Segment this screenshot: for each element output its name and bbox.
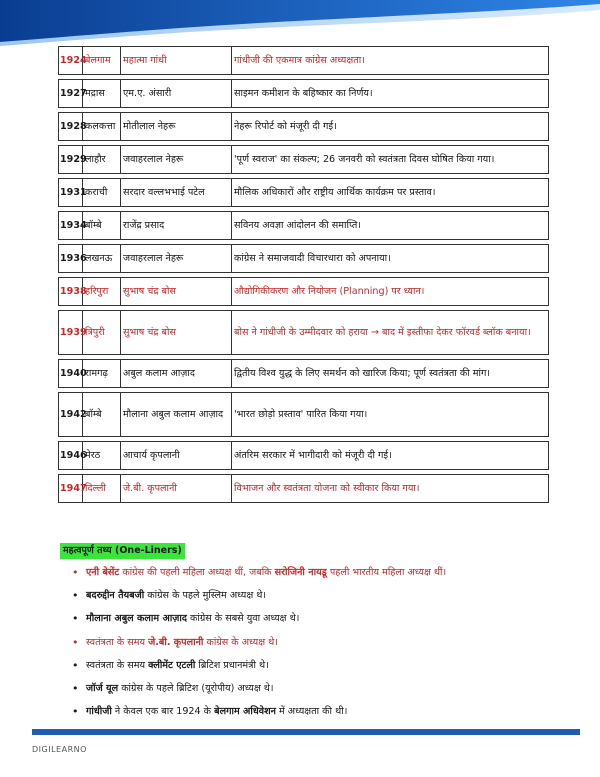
fact-text: ने केवल एक बार 1924 के: [111, 706, 215, 718]
session-place: दिल्ली: [83, 475, 121, 503]
session-event: औद्योगिकीकरण और नियोजन (Planning) पर ध्यान।: [232, 278, 549, 306]
session-row: [59, 393, 549, 437]
fact-item: [72, 636, 572, 650]
session-row: [59, 475, 549, 503]
fact-item: [72, 705, 572, 719]
fact-bold: बदरुद्दीन तैयबजी: [86, 590, 145, 602]
session-row: [59, 80, 549, 108]
fact-text-2: ब्रिटिश प्रधानमंत्री थे।: [195, 659, 269, 671]
session-place: कराची: [83, 179, 121, 207]
session-year: 1924: [59, 47, 83, 75]
wave-decoration: [0, 0, 600, 52]
sessions-table: [58, 46, 549, 503]
session-place: हरिपुरा: [83, 278, 121, 306]
session-row: [59, 212, 549, 240]
fact-text: कांग्रेस के सबसे युवा अध्यक्ष थे।: [186, 613, 300, 625]
session-year: 1939: [59, 311, 83, 355]
session-year: 1938: [59, 278, 83, 306]
session-president: जवाहरलाल नेहरू: [121, 245, 232, 273]
fact-item: [72, 682, 572, 696]
facts-heading-subtitle: (One-Liners): [115, 545, 182, 556]
fact-bold: मौलाना अबुल कलाम आज़ाद: [86, 613, 187, 625]
session-row: [59, 47, 549, 75]
session-row: [59, 442, 549, 470]
fact-bold: एनी बेसेंट: [86, 567, 120, 578]
session-row: [59, 179, 549, 207]
session-event: विभाजन और स्वतंत्रता योजना को स्वीकार किया गया।: [232, 475, 549, 503]
session-row: [59, 311, 549, 355]
session-president: मोतीलाल नेहरू: [121, 113, 232, 141]
session-row: [59, 113, 549, 141]
session-president: महात्मा गांधी: [121, 47, 232, 75]
fact-text: कांग्रेस के पहले ब्रिटिश (यूरोपीय) अध्यक्ष थे।: [118, 682, 274, 694]
footer-bar: [32, 729, 580, 735]
fact-bold: गांधीजी: [86, 706, 112, 718]
fact-text: स्वतंत्रता के समय: [86, 659, 149, 671]
session-place: मेरठ: [83, 442, 121, 470]
session-president: जवाहरलाल नेहरू: [121, 146, 232, 174]
session-year: 1927: [59, 80, 83, 108]
fact-bold: जॉर्ज यूल: [86, 682, 119, 694]
fact-item: [72, 659, 572, 673]
session-event: कांग्रेस ने समाजवादी विचारधारा को अपनाया।: [232, 245, 549, 273]
session-event: सविनय अवज्ञा आंदोलन की समाप्ति।: [232, 212, 549, 240]
session-row: [59, 146, 549, 174]
session-place: मद्रास: [83, 80, 121, 108]
session-place: लखनऊ: [83, 245, 121, 273]
session-event: साइमन कमीशन के बहिष्कार का निर्णय।: [232, 80, 549, 108]
fact-text: स्वतंत्रता के समय: [86, 636, 149, 648]
session-place: लाहौर: [83, 146, 121, 174]
session-event: मौलिक अधिकारों और राष्ट्रीय आर्थिक कार्यक्रम पर प्रस्ताव।: [232, 179, 549, 207]
session-year: 1931: [59, 179, 83, 207]
session-president: सरदार वल्लभभाई पटेल: [121, 179, 232, 207]
session-row: [59, 245, 549, 273]
session-event: नेहरू रिपोर्ट को मंजूरी दी गई।: [232, 113, 549, 141]
fact-item: [72, 589, 572, 603]
fact-bold-2: जे.बी. कृपलानी: [148, 636, 204, 648]
session-president: जे.बी. कृपलानी: [121, 475, 232, 503]
session-year: 1934: [59, 212, 83, 240]
fact-text-2: में अध्यक्षता की थी।: [275, 706, 348, 718]
session-place: बॉम्बे: [83, 212, 121, 240]
session-event: अंतरिम सरकार में भागीदारी को मंजूरी दी गई।: [232, 442, 549, 470]
fact-text-2: कांग्रेस के अध्यक्ष थे।: [203, 636, 278, 648]
session-place: बॉम्बे: [83, 393, 121, 437]
session-year: 1942: [59, 393, 83, 437]
session-row: [59, 278, 549, 306]
session-year: 1947: [59, 475, 83, 503]
session-event: द्वितीय विश्व युद्ध के लिए समर्थन को खारिज किया; पूर्ण स्वतंत्रता की मांग।: [232, 360, 549, 388]
fact-item: [72, 566, 572, 580]
facts-list: [72, 566, 572, 728]
session-president: राजेंद्र प्रसाद: [121, 212, 232, 240]
fact-item: [72, 612, 572, 626]
top-banner: [0, 0, 600, 52]
session-place: कलकत्ता: [83, 113, 121, 141]
session-year: 1928: [59, 113, 83, 141]
fact-text: कांग्रेस के पहले मुस्लिम अध्यक्ष थे।: [144, 590, 267, 602]
session-event: 'भारत छोड़ो प्रस्ताव' पारित किया गया।: [232, 393, 549, 437]
session-place: बेलगाम: [83, 47, 121, 75]
session-president: आचार्य कृपलानी: [121, 442, 232, 470]
session-president: मौलाना अबुल कलाम आज़ाद: [121, 393, 232, 437]
session-event: गांधीजी की एकमात्र कांग्रेस अध्यक्षता।: [232, 47, 549, 75]
session-event: बोस ने गांधीजी के उम्मीदवार को हराया → बाद में इस्तीफा देकर फॉरवर्ड ब्लॉक बनाया।: [232, 311, 549, 355]
facts-heading: [60, 543, 185, 559]
fact-text-2: पहली भारतीय महिला अध्यक्ष थीं।: [326, 567, 447, 578]
session-place: त्रिपुरी: [83, 311, 121, 355]
session-year: 1936: [59, 245, 83, 273]
session-event: 'पूर्ण स्वराज' का संकल्प; 26 जनवरी को स्वतंत्रता दिवस घोषित किया गया।: [232, 146, 549, 174]
session-place: रामगढ़: [83, 360, 121, 388]
session-president: अबुल कलाम आज़ाद: [121, 360, 232, 388]
facts-heading-title: महत्वपूर्ण तथ्य: [63, 545, 112, 556]
fact-bold-2: बेलगाम अधिवेशन: [214, 706, 276, 718]
session-year: 1940: [59, 360, 83, 388]
session-president: सुभाष चंद्र बोस: [121, 278, 232, 306]
footer-brand: DIGILEARNO: [32, 745, 87, 754]
session-year: 1946: [59, 442, 83, 470]
session-president: एम.ए. अंसारी: [121, 80, 232, 108]
fact-text: कांग्रेस की पहली महिला अध्यक्ष थीं, जबकि: [119, 567, 275, 578]
session-president: सुभाष चंद्र बोस: [121, 311, 232, 355]
session-row: [59, 360, 549, 388]
fact-bold-2: सरोजिनी नायडू: [274, 567, 327, 578]
session-year: 1929: [59, 146, 83, 174]
fact-bold-2: क्लीमेंट एटली: [148, 659, 196, 671]
